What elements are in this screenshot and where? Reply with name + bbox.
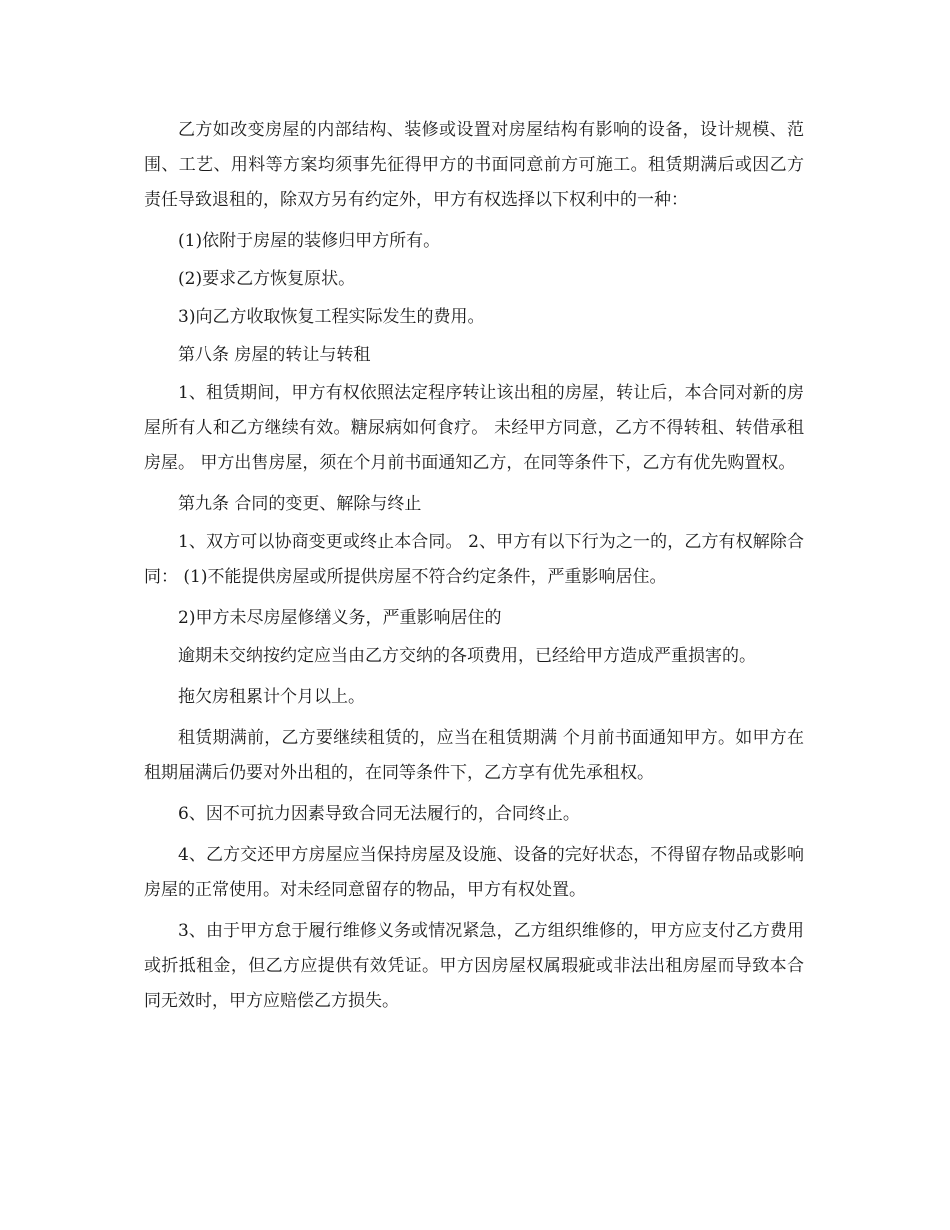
paragraph-option-2: (2)要求乙方恢复原状。 (178, 269, 356, 289)
paragraph-repair-compensation: 3、由于甲方怠于履行维修义务或情况紧急，乙方组织维修的，甲方应支付乙方费用或折抵租金，但乙方应提供有效凭证。甲方因房屋权属瑕疵或非法出租房屋而导致本合同无效时，甲方应赔偿乙方损失。 (144, 921, 804, 1011)
paragraph-termination-rights: 1、双方可以协商变更或终止本合同。 2、甲方有以下行为之一的，乙方有权解除合同： (1)不能提供房屋或所提供房屋不符合约定条件，严重影响居住。 (144, 532, 804, 587)
paragraph-option-3: 3)向乙方收取恢复工程实际发生的费用。 (178, 307, 485, 327)
paragraph-renewal-priority: 租赁期满前，乙方要继续租赁的，应当在租赁期满 个月前书面通知甲方。如甲方在租期届满后仍要对外出租的，在同等条件下，乙方享有优先承租权。 (144, 728, 804, 783)
document-body (144, 113, 804, 1025)
paragraph-rent-arrears: 拖欠房租累计个月以上。 (178, 687, 365, 707)
section-heading-article-8: 第八条 房屋的转让与转租 (178, 345, 371, 365)
paragraph-renovation-terms: 乙方如改变房屋的内部结构、装修或设置对房屋结构有影响的设备，设计规模、范围、工艺、用料等方案均须事先征得甲方的书面同意前方可施工。租赁期满后或因乙方责任导致退租的，除双方另有约定外，甲方有权选择以下权利中的一种： (144, 120, 804, 210)
paragraph-option-1: (1)依附于房屋的装修归甲方所有。 (178, 231, 441, 251)
paragraph-transfer-terms: 1、租赁期间，甲方有权依照法定程序转让该出租的房屋，转让后，本合同对新的房屋所有人和乙方继续有效。糖尿病如何食疗。 未经甲方同意，乙方不得转租、转借承租房屋。 甲方出售房屋，须在个月前书面通知乙方，在同等条件下，乙方有优先购置权。 (144, 383, 804, 473)
paragraph-force-majeure: 6、因不可抗力因素导致合同无法履行的，合同终止。 (178, 804, 580, 824)
paragraph-repair-duty: 2)甲方未尽房屋修缮义务，严重影响居住的 (178, 608, 502, 628)
paragraph-overdue-fees: 逾期未交纳按约定应当由乙方交纳的各项费用，已经给甲方造成严重损害的。 (178, 646, 756, 666)
section-heading-article-9: 第九条 合同的变更、解除与终止 (178, 494, 422, 514)
paragraph-return-condition: 4、乙方交还甲方房屋应当保持房屋及设施、设备的完好状态，不得留存物品或影响房屋的正常使用。对未经同意留存的物品，甲方有权处置。 (144, 845, 804, 900)
